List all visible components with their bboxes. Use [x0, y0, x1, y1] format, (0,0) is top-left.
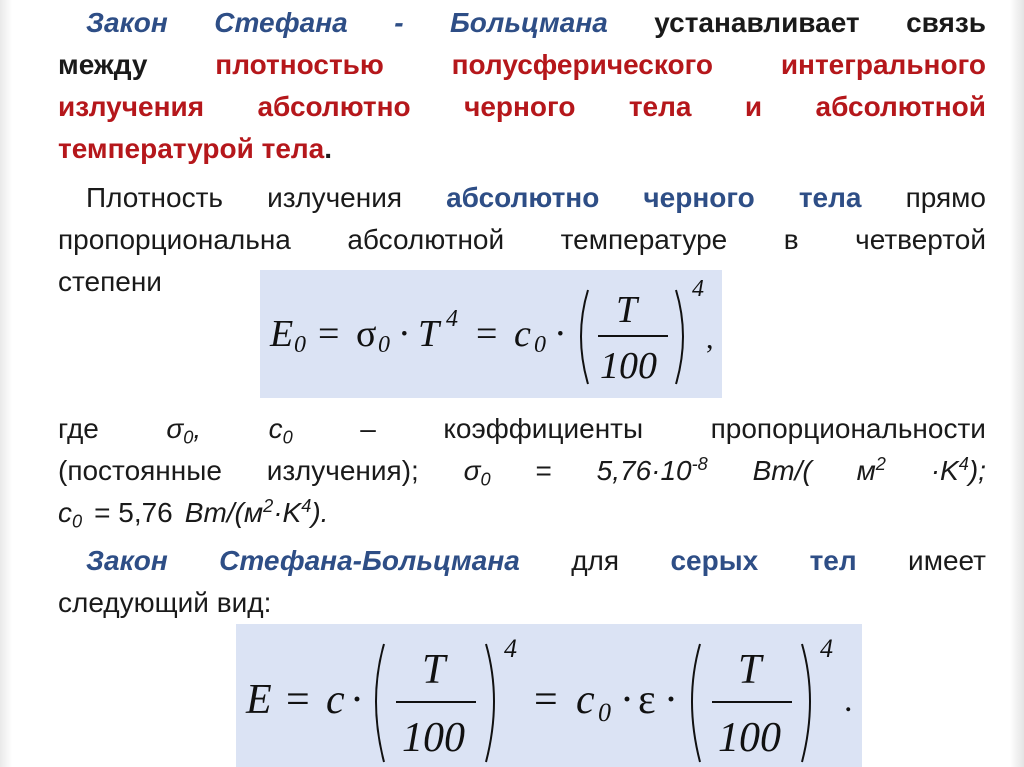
right-paren	[676, 290, 683, 384]
unit-text: Вт/(	[752, 455, 812, 486]
text-word: пропорциональна	[58, 224, 291, 255]
formula-operator: =	[318, 313, 340, 355]
formula-superscript: 4	[820, 634, 833, 663]
right-paren	[802, 644, 810, 762]
highlight-word: абсолютно	[446, 182, 600, 213]
text-word: связь	[906, 7, 986, 38]
text-word: следующий вид:	[58, 587, 272, 618]
formula-subscript: 0	[294, 332, 306, 358]
text-word: между	[58, 49, 148, 80]
slide-right-edge	[1010, 0, 1024, 767]
unit-text: $\cdot K^4$);	[930, 454, 986, 486]
left-paren	[376, 644, 384, 762]
highlight-word: и	[744, 91, 763, 122]
law-name-word: Стефана	[214, 7, 348, 38]
highlight-word: абсолютной	[815, 91, 986, 122]
highlight-word: черного	[464, 91, 576, 122]
text-word: пропорциональности	[710, 413, 986, 444]
text-word: имеет	[908, 545, 986, 576]
formula-gray-body	[236, 624, 862, 767]
formula-subscript: 0	[534, 332, 546, 358]
law-name-word: Стефана-Больцмана	[219, 545, 520, 576]
highlight-word: тела	[628, 91, 692, 122]
equals: =	[535, 455, 552, 486]
formula-operator: =	[476, 313, 498, 355]
formula-operator: ·	[620, 677, 634, 723]
highlight-word: серых	[670, 545, 759, 576]
law-name-word: Закон	[86, 545, 168, 576]
text-word: излучения	[267, 182, 403, 213]
formula-subscript: 0	[598, 698, 611, 727]
formula-symbol: c	[576, 677, 595, 723]
left-paren	[692, 644, 700, 762]
dash: –	[360, 413, 376, 444]
fraction-denominator: 100	[718, 715, 781, 761]
law-name-word: Больцмана	[449, 7, 608, 38]
slide-left-edge	[0, 0, 12, 767]
highlight-word: тела	[798, 182, 862, 213]
c-value: = 5,76	[94, 497, 173, 528]
law-name-word: -	[394, 7, 404, 38]
paragraph-law-definition	[58, 2, 986, 170]
formula-operator: =	[534, 677, 558, 723]
formula-punctuation: .	[844, 682, 853, 719]
unit-text: $Вт/(м^2\cdot K^4)$.	[184, 496, 329, 528]
formula-symbol: c	[514, 313, 531, 355]
fraction-numerator: T	[422, 647, 446, 693]
text-word: степени	[58, 266, 162, 297]
highlight-word: тел	[809, 545, 857, 576]
paragraph-coefficients	[58, 408, 986, 534]
c-symbol: $c_0$	[58, 497, 83, 532]
paragraph-gray-bodies	[58, 540, 986, 624]
fraction-denominator: 100	[402, 715, 465, 761]
period: .	[324, 133, 333, 164]
highlight-word: абсолютно	[257, 91, 411, 122]
highlight-word: излучения	[58, 91, 205, 122]
formula-symbol: ε	[638, 677, 656, 723]
text-word: в	[783, 224, 799, 255]
formula-operator: ·	[398, 313, 411, 355]
fraction-denominator: 100	[600, 345, 657, 387]
formula-symbol: E	[270, 313, 294, 355]
text-word: коэффициенты	[443, 413, 644, 444]
text-word: излучения);	[266, 455, 419, 486]
highlight-word: температурой тела	[58, 133, 325, 164]
text-word: Плотность	[86, 182, 224, 213]
text-word: четвертой	[855, 224, 986, 255]
formula-superscript: 4	[504, 634, 517, 663]
sigma-value: $5,76\cdot 10^{-8}$	[596, 454, 708, 486]
highlight-word: плотностью	[215, 49, 384, 80]
formula-operator: ·	[554, 313, 567, 355]
text-word: устанавливает	[654, 7, 860, 38]
text-word: прямо	[905, 182, 986, 213]
formula-operator: =	[286, 677, 310, 723]
formula-operator: ·	[350, 677, 364, 723]
formula-symbol: σ	[356, 313, 377, 355]
right-paren	[486, 644, 494, 762]
formula-black-body	[260, 270, 722, 398]
sigma-symbol: $\sigma_0$	[463, 455, 491, 490]
unit-text: $м^2$	[856, 454, 886, 486]
highlight-word: черного	[643, 182, 755, 213]
formula-symbol: c	[326, 677, 345, 723]
formula-punctuation: ,	[706, 322, 714, 355]
c-symbol: $c_0$	[268, 413, 293, 448]
fraction-numerator: T	[616, 289, 638, 331]
formula-superscript: 4	[446, 306, 458, 332]
formula-symbol: E	[246, 677, 272, 723]
text-word: (постоянные	[58, 455, 222, 486]
law-name-word: Закон	[86, 7, 168, 38]
text-word: абсолютной	[347, 224, 505, 255]
formula-subscript: 0	[378, 332, 390, 358]
fraction-numerator: T	[738, 647, 762, 693]
sigma-symbol: $\sigma_0$,	[166, 413, 202, 448]
text-word: для	[571, 545, 620, 576]
highlight-word: интегрального	[780, 49, 986, 80]
formula-operator: ·	[664, 677, 678, 723]
formula-superscript: 4	[692, 276, 704, 302]
formula-symbol: T	[418, 313, 440, 355]
highlight-word: полусферического	[451, 49, 713, 80]
text-word: где	[58, 413, 99, 444]
left-paren	[581, 290, 588, 384]
text-word: температуре	[560, 224, 728, 255]
